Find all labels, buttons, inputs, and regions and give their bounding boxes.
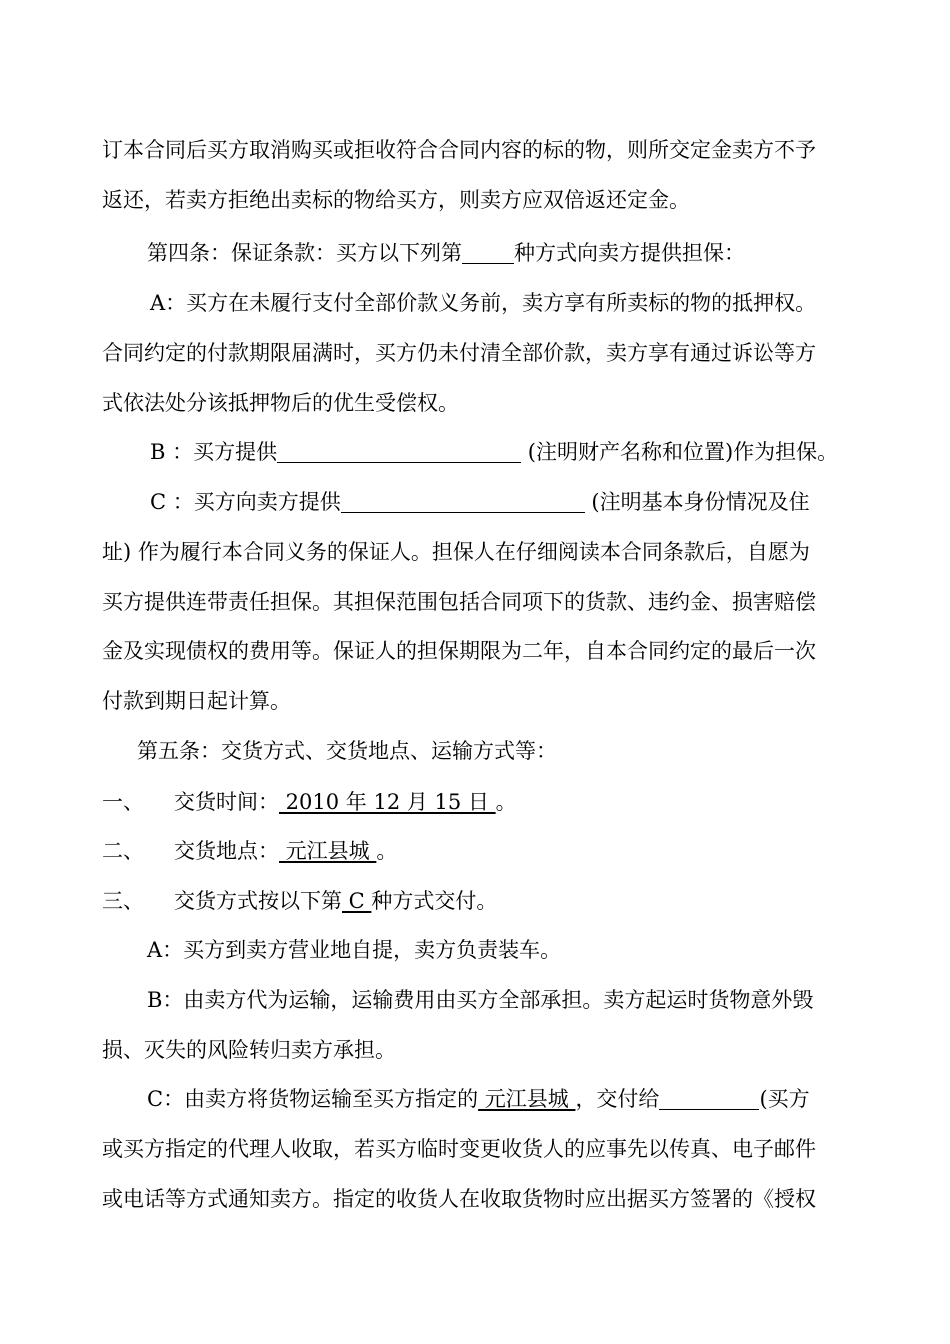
text-line: 或买方指定的代理人收取，若买方临时变更收货人的应事先以传真、电子邮件 xyxy=(102,1137,816,1161)
text-line: B：由卖方代为运输，运输费用由买方全部承担。卖方起运时货物意外毁 xyxy=(147,988,814,1012)
delivery-method-line: 三、 交货方式按以下第 C 种方式交付。 xyxy=(102,889,498,913)
text-line: 损、灭失的风险转归卖方承担。 xyxy=(102,1038,396,1062)
text-line: 或电话等方式通知卖方。指定的收货人在收取货物时应出据买方签署的《授权 xyxy=(102,1187,816,1211)
text-line: A：买方到卖方营业地自提，卖方负责装车。 xyxy=(147,938,562,962)
delivery-time-line: 一、 交货时间： 2010 年 12 月 15 日 。 xyxy=(102,790,517,814)
text-line: 金及实现债权的费用等。保证人的担保期限为二年，自本合同约定的最后一次 xyxy=(102,639,816,663)
article-4-heading: 第四条：保证条款：买方以下列第 种方式向卖方提供担保： xyxy=(147,241,745,265)
text-line: 合同约定的付款期限届满时，买方仍未付清全部价款，卖方享有通过诉讼等方 xyxy=(102,341,816,365)
text-line: 付款到期日起计算。 xyxy=(102,689,291,713)
text-line: 返还，若卖方拒绝出卖标的物给买方，则卖方应双倍返还定金。 xyxy=(102,188,690,212)
guarantee-type-blank xyxy=(462,241,514,264)
option-b-line: B ：买方提供 (注明财产名称和位置)作为担保。 xyxy=(150,440,839,464)
text-line: 址) 作为履行本合同义务的保证人。担保人在仔细阅读本合同条款后，自愿为 xyxy=(102,540,810,564)
article-5-heading: 第五条：交货方式、交货地点、运输方式等： xyxy=(137,739,557,763)
delivery-method-value: C xyxy=(342,889,372,913)
delivery-date-value: 2010 年 12 月 15 日 xyxy=(279,790,496,814)
text-line: 订本合同后买方取消购买或拒收符合合同内容的标的物，则所交定金卖方不予 xyxy=(102,138,816,162)
delivery-place-value: 元江县城 xyxy=(279,839,377,863)
text-line: 买方提供连带责任担保。其担保范围包括合同项下的货款、违约金、损害赔偿 xyxy=(102,590,816,614)
recipient-blank xyxy=(659,1087,759,1110)
property-blank xyxy=(277,440,521,463)
guarantor-blank xyxy=(341,490,585,513)
option-c-line: C ：买方向卖方提供 (注明基本身份情况及住 xyxy=(150,490,810,514)
text-line: 式依法处分该抵押物后的优生受偿权。 xyxy=(102,391,459,415)
text-line: A：买方在未履行支付全部价款义务前，卖方享有所卖标的物的抵押权。 xyxy=(150,291,817,315)
option-c-delivery-line: C：由卖方将货物运输至买方指定的 元江县城 ，交付给 (买方 xyxy=(147,1087,810,1111)
delivery-place-line: 二、 交货地点： 元江县城 。 xyxy=(102,839,398,863)
destination-value: 元江县城 xyxy=(478,1087,576,1111)
